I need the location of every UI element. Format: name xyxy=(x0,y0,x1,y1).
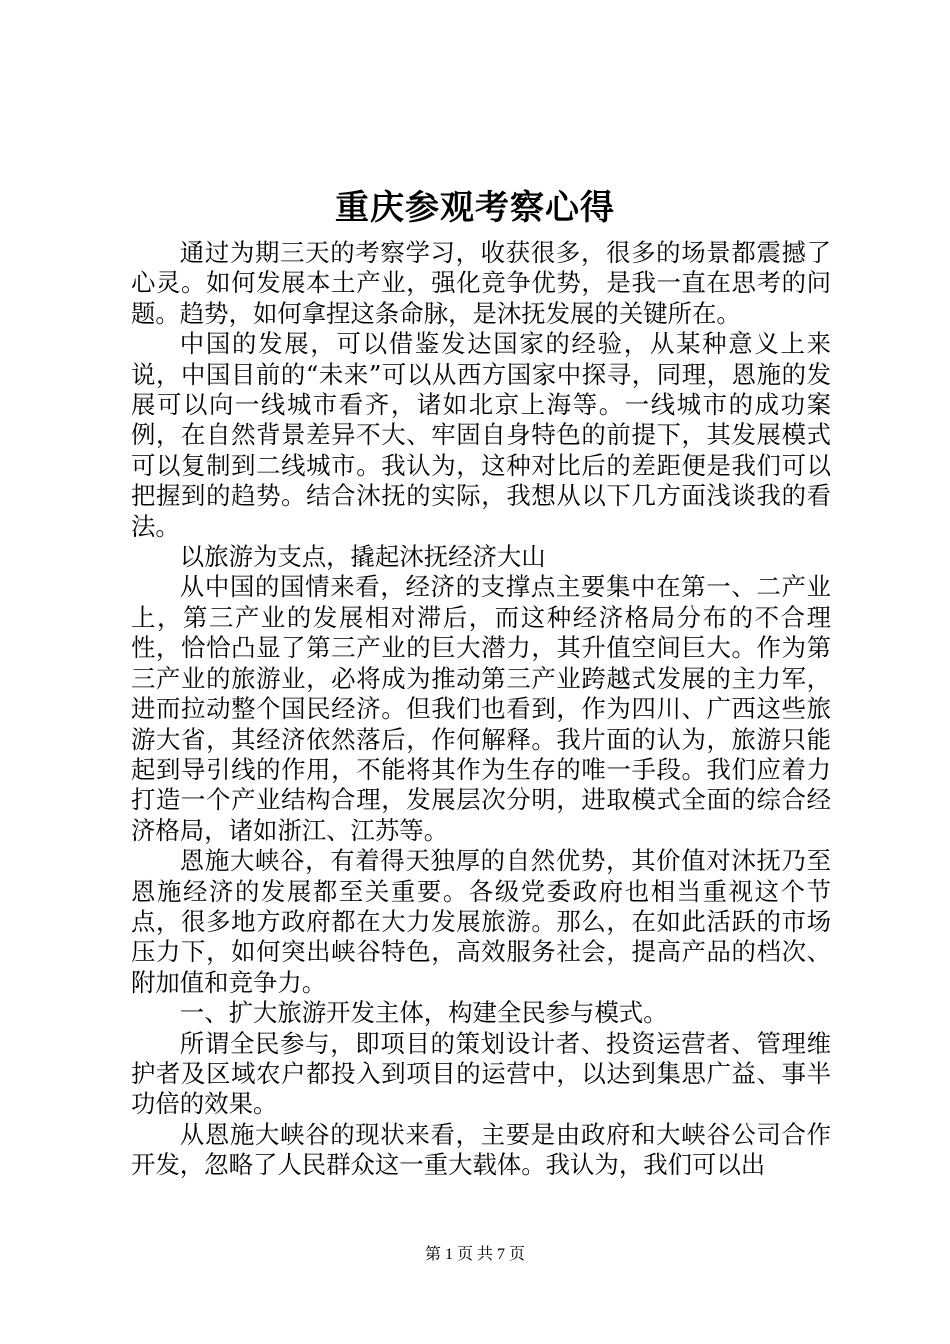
paragraph: 恩施大峡谷，有着得天独厚的自然优势，其价值对沐抚乃至恩施经济的发展都至关重要。各级党委政府也相当重视这个节点，很多地方政府都在大力发展旅游。那么，在如此活跃的市场压力下，如何突出峡谷特色，高效服务社会，提高产品的档次、附加值和竞争力。 xyxy=(131,846,831,997)
paragraph: 从恩施大峡谷的现状来看，主要是由政府和大峡谷公司合作开发，忽略了人民群众这一重大载体。我认为，我们可以出 xyxy=(131,1119,831,1180)
document-body xyxy=(131,238,831,1181)
paragraph: 从中国的国情来看，经济的支撑点主要集中在第一、二产业上，第三产业的发展相对滞后，而这种经济格局分布的不合理性，恰恰凸显了第三产业的巨大潜力，其升值空间巨大。作为第三产业的旅游业，必将成为推动第三产业跨越式发展的主力军，进而拉动整个国民经济。但我们也看到，作为四川、广西这些旅游大省，其经济依然落后，作何解释。我片面的认为，旅游只能起到导引线的作用，不能将其作为生存的唯一手段。我们应着力打造一个产业结构合理，发展层次分明，进取模式全面的综合经济格局，诸如浙江、江苏等。 xyxy=(131,572,831,845)
section-heading: 以旅游为支点，撬起沐抚经济大山 xyxy=(179,542,546,572)
document-title: 重庆参观考察心得 xyxy=(335,188,615,228)
page-footer: 第 1 页 共 7 页 xyxy=(424,1246,525,1263)
section-heading: 一、扩大旅游开发主体，构建全民参与模式。 xyxy=(179,998,668,1028)
paragraph: 所谓全民参与，即项目的策划设计者、投资运营者、管理维护者及区域农户都投入到项目的运营中，以达到集思广益、事半功倍的效果。 xyxy=(131,1028,831,1119)
paragraph: 中国的发展，可以借鉴发达国家的经验，从某种意义上来说，中国目前的“未来”可以从西方国家中探寻，同理，恩施的发展可以向一线城市看齐，诸如北京上海等。一线城市的成功案例，在自然背景差异不大、牢固自身特色的前提下，其发展模式可以复制到二线城市。我认为，这种对比后的差距便是我们可以把握到的趋势。结合沐抚的实际，我想从以下几方面浅谈我的看法。 xyxy=(131,329,831,541)
paragraph: 通过为期三天的考察学习，收获很多，很多的场景都震撼了心灵。如何发展本土产业，强化竞争优势，是我一直在思考的问题。趋势，如何拿捏这条命脉，是沐抚发展的关键所在。 xyxy=(131,238,831,328)
